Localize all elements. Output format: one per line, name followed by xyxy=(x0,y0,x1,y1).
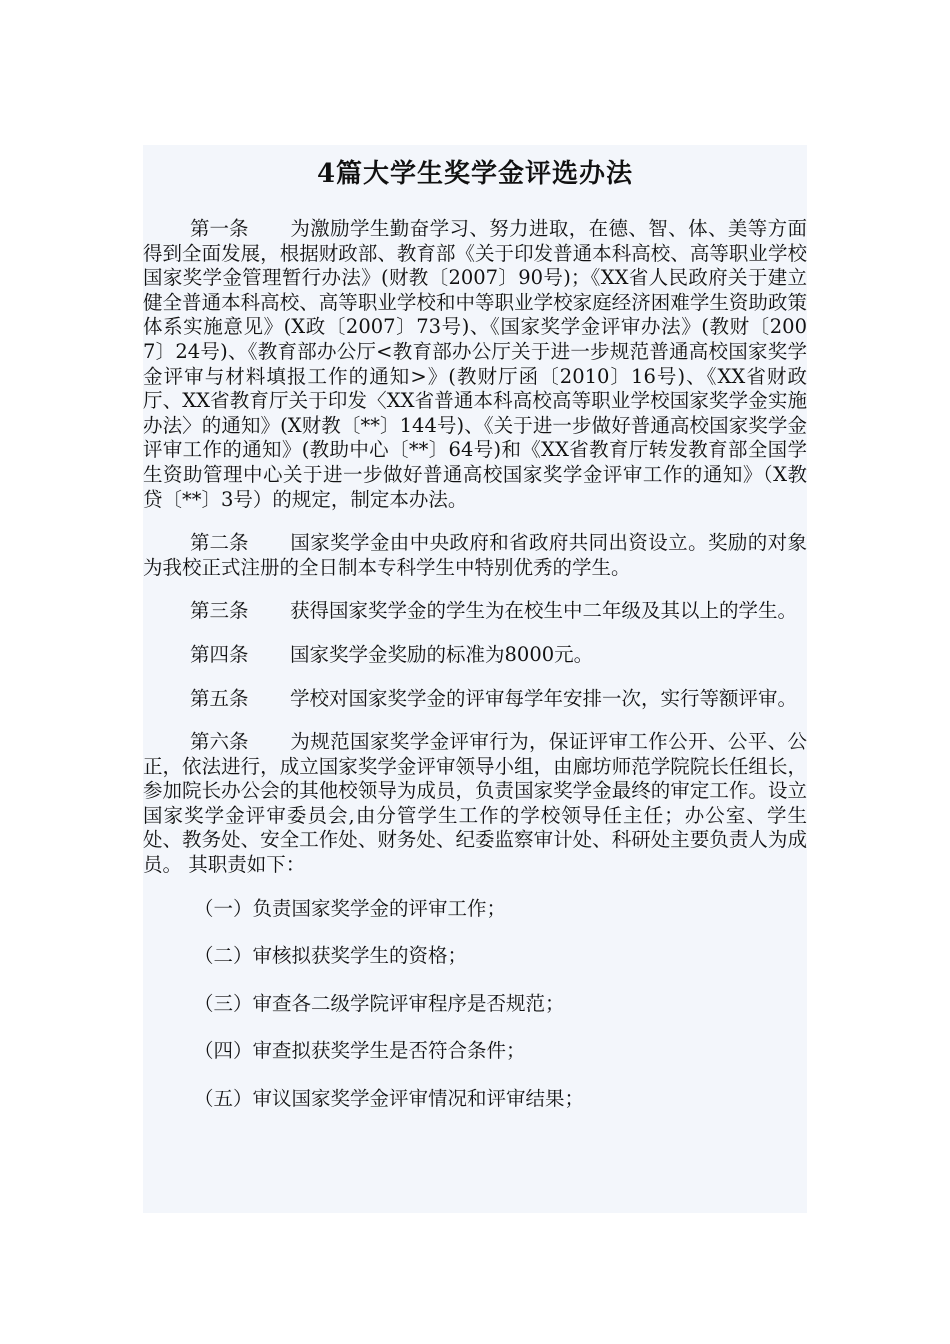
document-title: 4篇大学生奖学金评选办法 xyxy=(316,159,634,189)
article-3 xyxy=(143,599,807,624)
article-number: 第三条 xyxy=(190,599,249,623)
article-number: 第六条 xyxy=(190,730,249,754)
article-6 xyxy=(143,730,807,878)
article-text: 国家奖学金由中央政府和省政府共同出资设立。奖励的对象为我校正式注册的全日制本专科学生中特别优秀的学生。 xyxy=(143,531,807,579)
duty-item-3: （三）审查各二级学院评审程序是否规范； xyxy=(194,991,565,1015)
document-body xyxy=(143,217,807,1112)
duty-item-2: （二）审核拟获奖学生的资格； xyxy=(194,944,468,968)
article-number: 第四条 xyxy=(190,642,249,666)
duty-item-4: （四）审查拟获奖学生是否符合条件； xyxy=(194,1039,526,1063)
article-number: 第一条 xyxy=(190,217,249,240)
article-number: 第二条 xyxy=(190,531,249,555)
document-page xyxy=(143,145,807,1213)
article-number: 第五条 xyxy=(190,686,249,710)
article-5 xyxy=(143,687,807,712)
article-text: 国家奖学金奖励的标准为8000元。 xyxy=(290,642,594,666)
article-text: 获得国家奖学金的学生为在校生中二年级及其以上的学生。 xyxy=(290,599,798,623)
duty-item-1: （一）负责国家奖学金的评审工作； xyxy=(194,896,507,920)
article-2 xyxy=(143,531,807,580)
article-text: 为激励学生勤奋学习、努力进取，在德、智、体、美等方面得到全面发展，根据财政部、教育部《关于印发普通本科高校、高等职业学校国家奖学金管理暂行办法》(财教〔2007〕90号)；《XX省人民政府关于建立健全普通本科高校、高等职业学校和中等职业学校家庭经济困难学生资助政策体系实施意见》(X政〔2007〕73号)、《国家奖学金评审办法》(教财〔2007〕24号)、《教育部办公厅<教育部办公厅关于进一步规范普通高校国家奖学金评审与材料填报工作的通知>》(教财厅函〔2010〕16号)、《XX省财政厅、XX省教育厅关于印发〈XX省普通本科高校高等职业学校国家奖学金实施办法〉的通知》(X财教〔**〕144号)、《关于进一步做好普通高校国家奖学金评审工作的通知》(教助中心〔**〕64号)和《XX省教育厅转发教育部全国学生资助管理中心关于进一步做好普通高校国家奖学金评审工作的通知》（X教贷〔**〕3号）的规定，制定本办法。 xyxy=(143,217,807,511)
duty-item-5: （五）审议国家奖学金评审情况和评审结果； xyxy=(194,1087,585,1111)
article-4 xyxy=(143,643,807,668)
article-1 xyxy=(143,217,807,512)
article-text: 为规范国家奖学金评审行为，保证评审工作公开、公平、公正，依法进行，成立国家奖学金评审领导小组，由廊坊师范学院院长任组长，参加院长办公会的其他校领导为成员，负责国家奖学金最终的审定工作。设立国家奖学金评审委员会,由分管学生工作的学校领导任主任；办公室、学生处、教务处、安全工作处、财务处、纪委监察审计处、科研处主要负责人为成员。 其职责如下： xyxy=(143,730,807,877)
article-text: 学校对国家奖学金的评审每学年安排一次，实行等额评审。 xyxy=(290,686,798,710)
